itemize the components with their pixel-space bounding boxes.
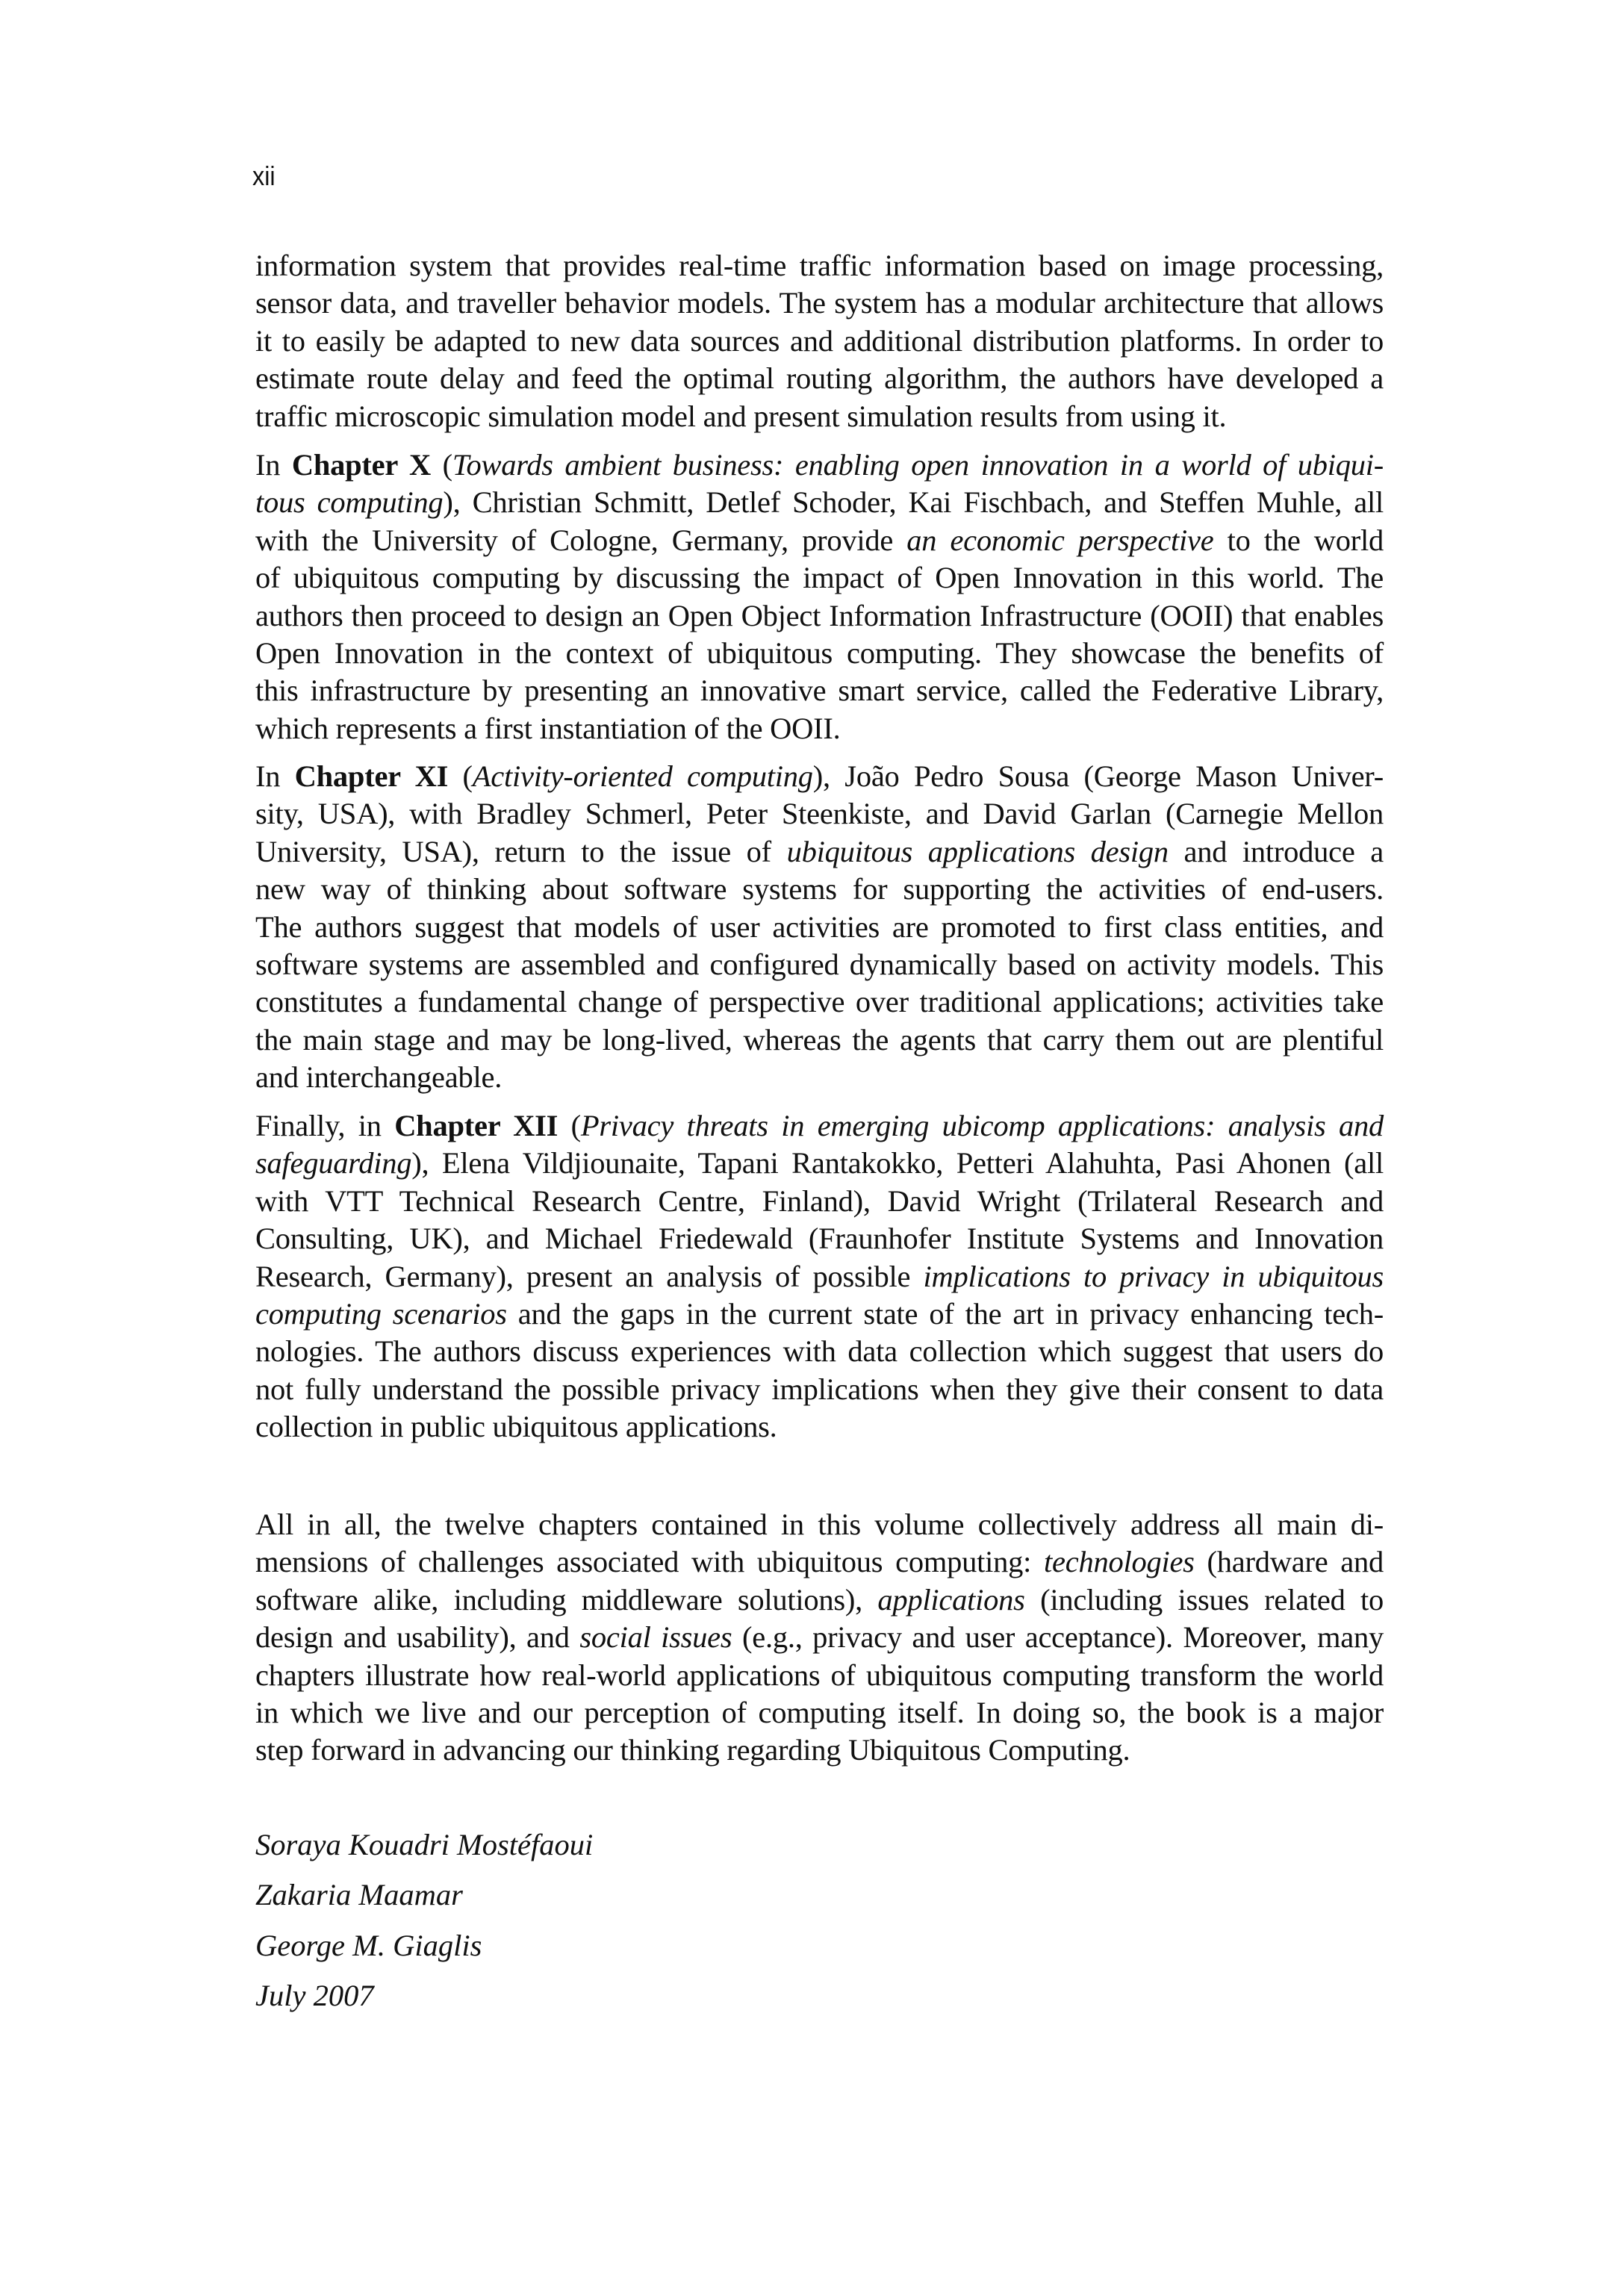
text-line bbox=[255, 946, 1384, 983]
paragraph-1 bbox=[255, 247, 1384, 435]
text-run: ( bbox=[448, 759, 473, 793]
text-line bbox=[255, 1059, 1384, 1096]
text-run: Consulting, UK), and Michael Friedewald (Fraunhofer Institute Systems and Innovation bbox=[255, 1222, 1384, 1256]
text-run: (including issues related to bbox=[1024, 1582, 1384, 1617]
italic-text: Activity-oriented computing bbox=[472, 759, 813, 793]
italic-text: tous computing bbox=[255, 485, 444, 520]
text-line bbox=[255, 1258, 1384, 1295]
text-run: The authors suggest that models of user activities are promoted to first class entities, and bbox=[255, 909, 1384, 944]
paragraph-conclusion bbox=[255, 1506, 1384, 1770]
text-line bbox=[255, 1021, 1384, 1059]
text-run: Finally, in bbox=[255, 1109, 395, 1142]
text-line bbox=[255, 447, 1384, 484]
text-line bbox=[255, 1543, 1384, 1581]
text-run: new way of thinking about software systems for supporting the activities of end-users. bbox=[255, 872, 1384, 906]
text-run: not fully understand the possible privacy implications when they give their consent to data bbox=[255, 1372, 1384, 1406]
page-number: xii bbox=[252, 161, 276, 191]
text-run: constitutes a fundamental change of perspective over traditional applications; activities take bbox=[255, 985, 1384, 1019]
text-run: in which we live and our perception of computing itself. In doing so, the book is a major bbox=[255, 1695, 1384, 1729]
text-line bbox=[255, 559, 1384, 597]
text-line bbox=[255, 1732, 1384, 1769]
text-line bbox=[255, 484, 1384, 521]
signature-author-2: Zakaria Maamar bbox=[255, 1878, 463, 1911]
text-line bbox=[255, 360, 1384, 397]
text-line bbox=[255, 795, 1384, 833]
text-run: which represents a first instantiation of the OOII. bbox=[255, 711, 841, 745]
text-line bbox=[255, 1619, 1384, 1656]
italic-text: an economic perspective bbox=[906, 523, 1214, 557]
text-run: (hardware and bbox=[1194, 1545, 1384, 1579]
text-run: estimate route delay and feed the optimal routing algorithm, the authors have developed a bbox=[255, 361, 1384, 396]
text-run: software alike, including middleware solutions), bbox=[255, 1582, 878, 1617]
text-run: In bbox=[255, 759, 295, 793]
text-run: (e.g., privacy and user acceptance). Moreover, many bbox=[732, 1620, 1384, 1655]
italic-text: social issues bbox=[579, 1620, 732, 1655]
text-run: All in all, the twelve chapters contained in this volume collectively address all main di- bbox=[255, 1508, 1384, 1541]
text-line bbox=[255, 1694, 1384, 1732]
text-line bbox=[255, 323, 1384, 360]
text-run: to the world bbox=[1213, 523, 1384, 557]
text-line bbox=[255, 833, 1384, 871]
bold-text: Chapter X bbox=[291, 448, 432, 482]
text-line bbox=[255, 1333, 1384, 1370]
text-run: ), João Pedro Sousa (George Mason Univer- bbox=[812, 759, 1384, 793]
text-run: sity, USA), with Bradley Schmerl, Peter Steenkiste, and David Garlan (Carnegie Mellon bbox=[255, 797, 1384, 831]
text-run: of ubiquitous computing by discussing the impact of Open Innovation in this world. The bbox=[255, 561, 1384, 595]
paragraph-chapter-x bbox=[255, 447, 1384, 747]
text-run: authors then proceed to design an Open Object Information Infrastructure (OOII) that enables bbox=[255, 598, 1384, 632]
text-run: In bbox=[255, 448, 292, 482]
italic-text: Towards ambient business: enabling open innovation in a world of ubiqui- bbox=[452, 448, 1384, 482]
text-run: sensor data, and traveller behavior models. The system has a modular architecture that allows bbox=[255, 286, 1384, 320]
italic-text: applications bbox=[877, 1582, 1025, 1617]
italic-text: ubiquitous applications design bbox=[786, 834, 1169, 868]
text-run: and interchangeable. bbox=[255, 1060, 503, 1095]
italic-text: Privacy threats in emerging ubicomp applications: analysis and bbox=[580, 1109, 1384, 1142]
text-run: with the University of Cologne, Germany, provide bbox=[255, 523, 907, 557]
text-run: chapters illustrate how real-world applications of ubiquitous computing transform the world bbox=[255, 1658, 1384, 1692]
text-run: traffic microscopic simulation model and present simulation results from using it. bbox=[255, 399, 1227, 433]
text-line bbox=[255, 635, 1384, 672]
italic-text: safeguarding bbox=[255, 1146, 412, 1180]
text-line bbox=[255, 1145, 1384, 1182]
text-line bbox=[255, 1657, 1384, 1694]
signature-date: July 2007 bbox=[255, 1979, 374, 2012]
text-line bbox=[255, 1371, 1384, 1408]
text-run: step forward in advancing our thinking regarding Ubiquitous Computing. bbox=[255, 1733, 1130, 1767]
text-run: ( bbox=[558, 1109, 581, 1142]
text-run: design and usability), and bbox=[255, 1620, 580, 1655]
italic-text: technologies bbox=[1044, 1545, 1195, 1579]
text-line bbox=[255, 284, 1384, 322]
text-run: this infrastructure by presenting an innovative smart service, called the Federative Library, bbox=[255, 673, 1384, 708]
text-line bbox=[255, 1506, 1384, 1543]
text-run: it to easily be adapted to new data sources and additional distribution platforms. In order to bbox=[255, 323, 1384, 358]
text-line bbox=[255, 398, 1384, 435]
text-line bbox=[255, 758, 1384, 795]
text-line bbox=[255, 983, 1384, 1021]
paragraph-chapter-xi bbox=[255, 758, 1384, 1097]
text-line bbox=[255, 522, 1384, 559]
signature-author-1: Soraya Kouadri Mostéfaoui bbox=[255, 1828, 594, 1861]
text-line bbox=[255, 909, 1384, 946]
text-line bbox=[255, 672, 1384, 709]
text-run: nologies. The authors discuss experiences with data collection which suggest that users do bbox=[255, 1334, 1384, 1369]
text-run: with VTT Technical Research Centre, Finland), David Wright (Trilateral Research and bbox=[255, 1183, 1384, 1218]
italic-text: implications to privacy in ubiquitous bbox=[923, 1259, 1384, 1293]
text-run: Research, Germany), present an analysis of possible bbox=[255, 1259, 924, 1293]
text-run: Open Innovation in the context of ubiquitous computing. They showcase the benefits of bbox=[255, 635, 1384, 670]
text-line bbox=[255, 1107, 1384, 1145]
text-run: ), Elena Vildjiounaite, Tapani Rantakokko, Petteri Alahuhta, Pasi Ahonen (all bbox=[411, 1146, 1384, 1180]
text-line bbox=[255, 871, 1384, 908]
bold-text: Chapter XI bbox=[294, 759, 449, 793]
signature-author-3: George M. Giaglis bbox=[255, 1929, 482, 1962]
text-run: information system that provides real-time traffic information based on image processing, bbox=[255, 249, 1384, 282]
text-run: and introduce a bbox=[1168, 834, 1384, 868]
text-line bbox=[255, 1408, 1384, 1446]
text-run: the main stage and may be long-lived, whereas the agents that carry them out are plentiful bbox=[255, 1022, 1384, 1057]
italic-text: computing scenarios bbox=[255, 1296, 507, 1331]
text-line bbox=[255, 1183, 1384, 1220]
text-run: software systems are assembled and configured dynamically based on activity models. This bbox=[255, 947, 1384, 981]
text-line bbox=[255, 1581, 1384, 1619]
paragraph-chapter-xii bbox=[255, 1107, 1384, 1446]
text-run: University, USA), return to the issue of bbox=[255, 834, 787, 868]
text-run: mensions of challenges associated with ubiquitous computing: bbox=[255, 1545, 1044, 1579]
bold-text: Chapter XII bbox=[394, 1109, 559, 1142]
text-run: and the gaps in the current state of the art in privacy enhancing tech- bbox=[506, 1296, 1384, 1331]
text-run: collection in public ubiquitous applications. bbox=[255, 1410, 777, 1444]
text-line bbox=[255, 1220, 1384, 1257]
text-run: ( bbox=[431, 448, 452, 482]
text-line bbox=[255, 710, 1384, 747]
text-line bbox=[255, 597, 1384, 635]
text-line bbox=[255, 1295, 1384, 1333]
text-line bbox=[255, 247, 1384, 284]
text-run: ), Christian Schmitt, Detlef Schoder, Kai Fischbach, and Steffen Muhle, all bbox=[443, 485, 1384, 520]
